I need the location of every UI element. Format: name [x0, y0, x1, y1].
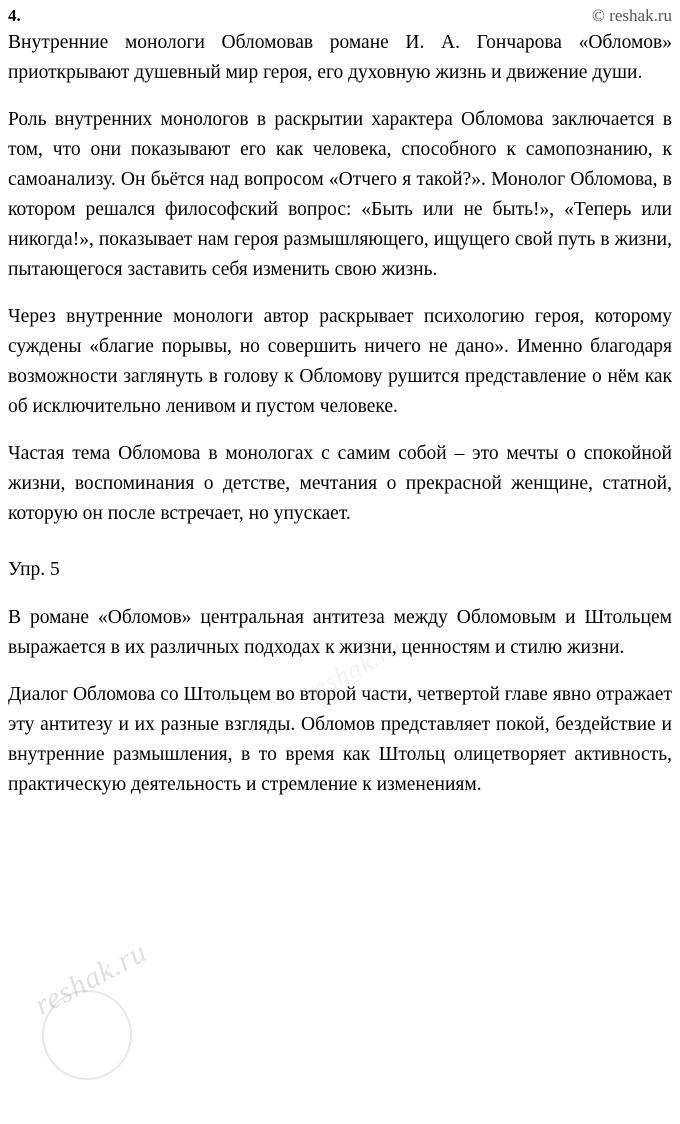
watermark-faint: reshak.ru [299, 631, 408, 708]
document-content [4, 28, 676, 800]
page-header [4, 6, 676, 28]
paragraph: Через внутренние монологи автор раскрывает психологию героя, которому суждены «благие порывы, но совершить ничего не дано». Именно благодаря возможности заглянуть в голову к Обломову рушится представление о нём как об исключительно ленивом и пустом человеке. [8, 306, 672, 417]
watermark-circle [42, 990, 132, 1080]
paragraph: Внутренние монологи Обломовав романе И. А. Гончарова «Обломов» приоткрывают душевный мир героя, его духовную жизнь и движение души. [8, 32, 672, 83]
paragraph: В романе «Обломов» центральная антитеза между Обломовым и Штольцем выражается в их различных подходах к жизни, ценностям и стилю жизни. [8, 607, 672, 658]
watermark-text: reshak.ru [29, 935, 153, 1022]
paragraph: Роль внутренних монологов в раскрытии характера Обломова заключается в том, что они показывают его как человека, способного к самопознанию, к самоанализу. Он бьётся над вопросом «Отчего я такой?». Монолог Обломова, в котором решался философский вопрос: «Быть или не быть!», «Теперь или никогда!», показывает нам героя размышляющего, ищущего свой путь в жизни, пытающегося заставить себя изменить свою жизнь. [8, 109, 672, 280]
paragraph: Частая тема Обломова в монологах с самим собой – это мечты о спокойной жизни, воспоминания о детстве, мечтания о прекрасной женщине, статной, которую он после встречает, но упускает. [8, 443, 672, 524]
task-number: 4. [8, 6, 21, 25]
section-heading: Упр. 5 [8, 559, 60, 580]
copyright-notice: © reshak.ru [592, 6, 672, 25]
paragraph: Диалог Обломова со Штольцем во второй части, четвертой главе явно отражает эту антитезу и их разные взгляды. Обломов представляет покой, бездействие и внутренние размышления, в то время как Штольц олицетворяет активность, практическую деятельность и стремление к изменениям. [8, 684, 672, 795]
